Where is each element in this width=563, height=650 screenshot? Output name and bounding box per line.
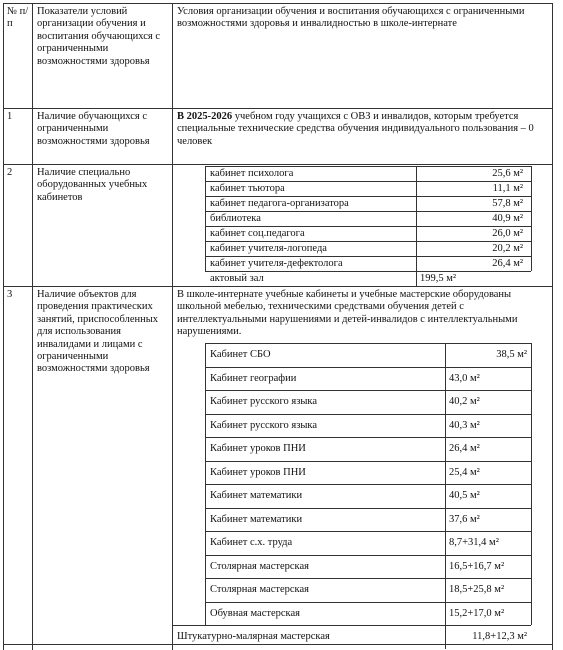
- room-grid-line: [205, 166, 206, 271]
- col-divider-1: [32, 3, 33, 650]
- room-area: 16,5+16,7 м²: [449, 560, 505, 572]
- row-divider-4: [3, 644, 553, 645]
- room-grid-line: [205, 437, 531, 438]
- room-name: актовый зал: [210, 273, 264, 284]
- room-grid-line: [205, 578, 531, 579]
- room-grid-line: [205, 602, 531, 603]
- row3-intro: В школе-интернате учебные кабинеты и учебные мастерские оборудованы школьной мебелью, техническими средствами обучения детей с интеллектуальными нарушениями и детей-инвалидов с интеллектуальными нарушениями.: [177, 289, 518, 338]
- room-name: Кабинет русского языка: [210, 396, 318, 407]
- room-area: 40,9 м²: [492, 213, 523, 224]
- room-area: 26,4 м²: [492, 258, 523, 269]
- row1-num: 1: [7, 111, 13, 122]
- room-name: Обувная мастерская: [210, 607, 300, 619]
- room-grid-line: [531, 343, 532, 625]
- room-name: Штукатурно-малярная мастерская: [177, 631, 330, 642]
- room-grid-line: [205, 484, 531, 485]
- row1-text-rest: учебном году учащихся с ОВЗ и инвалидов, которым требуется специальные технические средства обучения индивидуального пользования – 0 человек: [177, 111, 534, 147]
- room-name: Кабинет русского языка: [210, 419, 318, 431]
- row2-num: 2: [7, 167, 13, 178]
- table-border-right: [552, 3, 553, 650]
- room-area: 40,3 м²: [449, 419, 480, 431]
- room-grid-line: [205, 181, 531, 182]
- room-area: 25,6 м²: [492, 168, 523, 179]
- room-area: 11,8+12,3 м²: [472, 631, 527, 642]
- row3-indicator: Наличие объектов для проведения практических занятий, приспособленных для использования инвалидами и лицами с ограниченными возможностями здоровья: [37, 289, 159, 375]
- room-grid-line: [205, 508, 531, 509]
- row3-num: 3: [7, 289, 13, 300]
- room-area: 38,5 м²: [496, 349, 527, 360]
- room-grid-line: [531, 166, 532, 271]
- room-grid-line: [205, 256, 531, 257]
- room-name: Кабинет с.х. труда: [210, 537, 293, 548]
- room-grid-line: [205, 343, 206, 625]
- room-grid-line: [172, 625, 531, 626]
- room-grid-line: [205, 531, 531, 532]
- row-divider-3: [3, 286, 553, 287]
- room-area: 11,1 м²: [492, 183, 523, 194]
- room-name: кабинет тьютора: [210, 183, 285, 194]
- room-name: кабинет учителя-логопеда: [210, 243, 327, 254]
- room-name: Кабинет математики: [210, 490, 303, 501]
- room-name: кабинет педагога-организатора: [210, 198, 349, 209]
- room-name: Кабинет уроков ПНИ: [210, 466, 306, 478]
- room-name: Столярная мастерская: [210, 584, 309, 595]
- row2-indicator: Наличие специально оборудованных учебных кабинетов: [37, 167, 148, 203]
- room-area: 26,4 м²: [449, 443, 480, 454]
- room-grid-line: [205, 461, 531, 462]
- room-area: 40,5 м²: [449, 490, 480, 501]
- header-indicators: Показатели условий организации обучения и воспитания обучающихся с ограниченными возможностями здоровья: [37, 6, 161, 67]
- header-conditions: Условия организации обучения и воспитания обучающихся с ограниченными возможностями здоровья и инвалидностью в школе-интернате: [177, 6, 525, 30]
- row1-text: [177, 111, 547, 148]
- col-divider-2: [172, 3, 173, 650]
- room-name: Кабинет уроков ПНИ: [210, 443, 306, 454]
- room-grid-line: [205, 343, 531, 344]
- room-name: Кабинет математики: [210, 513, 303, 525]
- row1-indicator: Наличие обучающихся с ограниченными возможностями здоровья: [37, 111, 150, 147]
- room-area: 25,4 м²: [449, 466, 480, 478]
- table-border-left: [3, 3, 4, 650]
- room-name: Кабинет СБО: [210, 349, 271, 360]
- room-area: 18,5+25,8 м²: [449, 584, 505, 595]
- room-name: кабинет психолога: [210, 168, 294, 179]
- room-grid-line: [205, 241, 531, 242]
- row-divider-2: [3, 164, 553, 165]
- room-grid-line: [205, 555, 531, 556]
- room-grid-line: [205, 196, 531, 197]
- room-area: 20,2 м²: [492, 243, 523, 254]
- room-area: 26,0 м²: [492, 228, 523, 239]
- header-num: № п/п: [7, 6, 29, 30]
- room-name: библиотека: [210, 213, 261, 224]
- room-grid-line: [205, 390, 531, 391]
- room-grid-line: [205, 414, 531, 415]
- room-grid-line: [205, 226, 531, 227]
- table-border-top: [3, 3, 553, 4]
- room-grid-line: [205, 211, 531, 212]
- room-area: 199,5 м²: [420, 273, 457, 284]
- room-grid-line: [205, 367, 531, 368]
- room-grid-line: [205, 166, 531, 167]
- room-name: кабинет соц.педагога: [210, 228, 305, 239]
- room-grid-line: [416, 166, 417, 286]
- row1-year: В 2025-2026: [177, 111, 233, 122]
- room-area: 40,2 м²: [449, 396, 480, 407]
- room-name: Столярная мастерская: [210, 560, 309, 572]
- room-name: Кабинет географии: [210, 372, 297, 384]
- room-grid-line: [205, 271, 531, 272]
- room-area: 15,2+17,0 м²: [449, 607, 505, 619]
- room-grid-line: [445, 343, 446, 649]
- room-area: 8,7+31,4 м²: [449, 537, 499, 548]
- room-area: 43,0 м²: [449, 372, 480, 384]
- row-divider-1: [3, 108, 553, 109]
- room-area: 37,6 м²: [449, 513, 480, 525]
- room-area: 57,8 м²: [492, 198, 523, 209]
- room-name: кабинет учителя-дефектолога: [210, 258, 343, 269]
